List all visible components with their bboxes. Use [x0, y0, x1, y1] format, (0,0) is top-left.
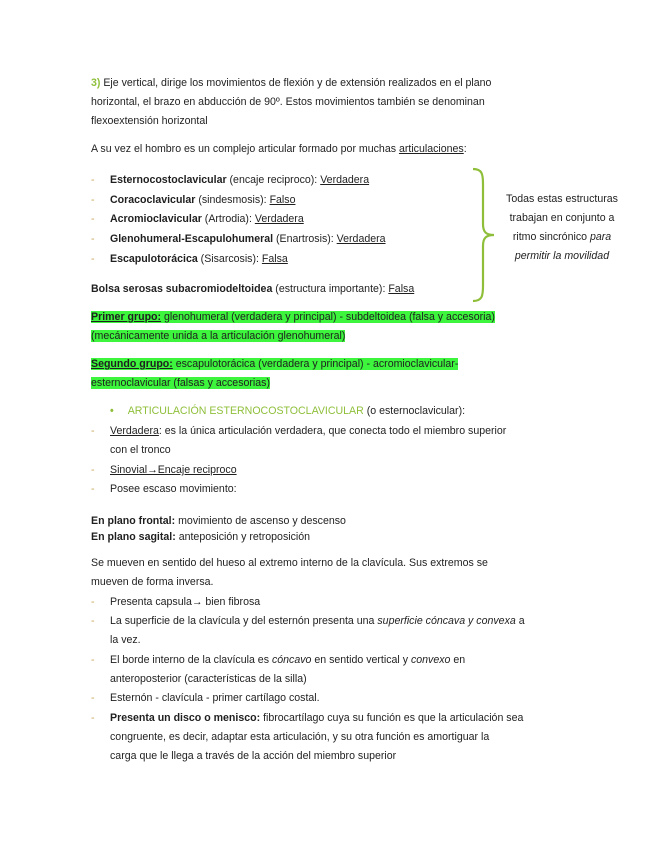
borde-post: en [450, 654, 466, 666]
segundo-text-2: esternoclavicular (falsas y accesorias) [91, 377, 270, 389]
joint-name: Escapulotorácica [110, 253, 198, 265]
joint-item [110, 173, 369, 187]
joint-item [110, 212, 304, 226]
esterno-item-cont: con el tronco [110, 444, 171, 456]
dash-icon: - [91, 483, 95, 495]
intro-text: Eje vertical, dirige los movimientos de flexión y de extensión realizados en el plano [100, 77, 492, 89]
plano-sagital [91, 530, 310, 544]
esterno-heading-text: ARTICULACIÓN ESTERNOCOSTOCLAVICULAR [127, 405, 364, 417]
feature-borde [110, 653, 465, 667]
esterno-item-sinovial: Sinovial→Encaje reciproco [110, 464, 237, 476]
feature-capsula: Presenta capsula→ bien fibrosa [110, 596, 261, 608]
superficie-post: a [515, 615, 525, 627]
joint-name: Coracoclavicular [110, 194, 196, 206]
joint-value: Falsa [261, 253, 288, 265]
bolsa-name: Bolsa serosas subacromiodeltoidea [91, 283, 273, 295]
feature-borde-cont: anteroposterior (características de la silla) [110, 673, 307, 685]
borde-it1: cóncavo [271, 654, 312, 666]
intro-line-2: horizontal, el brazo en abducción de 90º. Estos movimientos también se denominan [91, 96, 485, 108]
primer-line-1 [91, 310, 495, 324]
esterno-item-u: Verdadera [110, 425, 159, 437]
borde-it2: convexo [410, 654, 451, 666]
brace-note-line-1: Todas estas estructuras [506, 193, 618, 205]
joint-item [110, 232, 386, 246]
esterno-item-posee: Posee escaso movimiento: [110, 483, 237, 495]
joint-name: Glenohumeral-Escapulohumeral [110, 233, 274, 245]
disco-label: Presenta un disco o menisco: [110, 712, 261, 724]
dash-icon: - [91, 253, 95, 265]
esterno-heading [110, 404, 465, 418]
plano-frontal-text: movimiento de ascenso y descenso [175, 515, 346, 527]
segundo-line-2 [91, 376, 270, 390]
brace-note-3a: ritmo sincrónico [512, 231, 590, 243]
dash-icon: - [91, 425, 95, 437]
brace-note-line-2: trabajan en conjunto a [509, 212, 615, 224]
dash-icon: - [91, 233, 95, 245]
primer-label: Primer grupo: [91, 311, 162, 323]
feature-disco [110, 711, 523, 725]
complex-link: articulaciones [398, 143, 464, 155]
joint-value: Verdadera [336, 233, 386, 245]
joint-name: Esternocostoclavicular [110, 174, 227, 186]
intro-number: 3) [91, 77, 101, 89]
bolsa-line [91, 282, 414, 296]
esterno-item-verdadera [110, 424, 506, 438]
intro-line-3: flexoextensión horizontal [91, 115, 208, 127]
borde-mid: en sentido vertical y [311, 654, 411, 666]
primer-text: glenohumeral (verdadera y principal) - subdeltoidea (falsa y accesoria) [161, 311, 495, 323]
joint-name: Acromioclavicular [110, 213, 202, 225]
bullet-icon: • [110, 405, 114, 417]
joint-item [110, 193, 295, 207]
joint-desc: (Artrodia): [201, 213, 255, 225]
plano-sagital-text: anteposición y retroposición [175, 531, 311, 543]
esterno-item-rest: : es la única articulación verdadera, que conecta todo el miembro superior [158, 425, 507, 437]
dash-icon: - [91, 654, 95, 666]
brace-note-line-3 [496, 228, 628, 247]
dash-icon: - [91, 615, 95, 627]
borde-pre: El borde interno de la clavícula es [110, 654, 272, 666]
bolsa-value: Falsa [388, 283, 415, 295]
dash-icon: - [91, 194, 95, 206]
intro-line-1 [91, 76, 491, 90]
plano-frontal [91, 514, 346, 528]
feature-disco-cont-2: carga que le llega a través de la acción del miembro superior [110, 750, 397, 762]
superficie-it: superficie cóncava y convexa [377, 615, 516, 627]
primer-highlight [91, 311, 495, 323]
dash-icon: - [91, 692, 95, 704]
plano-frontal-label: En plano frontal: [91, 515, 176, 527]
complex-pre: A su vez el hombro es un complejo articular formado por muchas [91, 143, 399, 155]
joint-desc: (Sisarcosis): [197, 253, 262, 265]
dash-icon: - [91, 596, 95, 608]
joint-desc: (encaje reciproco): [226, 174, 321, 186]
brace-note-line-4: permitir la movilidad [514, 250, 610, 262]
bolsa-desc: (estructura importante): [272, 283, 389, 295]
dash-icon: - [91, 712, 95, 724]
joint-item [110, 252, 288, 266]
dash-icon: - [91, 464, 95, 476]
segundo-label: Segundo grupo: [91, 358, 173, 370]
disco-text: fibrocartílago cuya su función es que la articulación sea [260, 712, 524, 724]
feature-superficie [110, 614, 525, 628]
primer-text-2: (mecánicamente unida a la articulación glenohumeral) [91, 330, 346, 342]
complex-sentence [91, 142, 467, 156]
joint-desc: (Enartrosis): [273, 233, 337, 245]
esterno-heading-tail: (o esternoclavicular): [363, 405, 466, 417]
plano-sagital-label: En plano sagital: [91, 531, 176, 543]
feature-esternon: Esternón - clavícula - primer cartílago costal. [110, 692, 320, 704]
primer-line-2 [91, 329, 345, 343]
sentido-line-1: Se mueven en sentido del hueso al extremo interno de la clavícula. Sus extremos se [91, 557, 488, 569]
segundo-text: escapulotorácica (verdadera y principal) - acromioclavicular- [172, 358, 459, 370]
feature-disco-cont-1: congruente, es decir, adaptar esta articulación, y su otra función es amortiguar la [110, 731, 490, 743]
complex-post: : [463, 143, 467, 155]
sentido-line-2: mueven de forma inversa. [91, 576, 214, 588]
dash-icon: - [91, 213, 95, 225]
joint-value: Falso [269, 194, 296, 206]
dash-icon: - [91, 174, 95, 186]
joint-desc: (sindesmosis): [195, 194, 270, 206]
brace-note-3b: para [589, 231, 612, 243]
joint-value: Verdadera [320, 174, 370, 186]
joint-value: Verdadera [254, 213, 304, 225]
segundo-highlight [91, 358, 458, 370]
segundo-line-1 [91, 357, 458, 371]
superficie-pre: La superficie de la clavícula y del esternón presenta una [110, 615, 378, 627]
feature-superficie-cont: la vez. [110, 634, 141, 646]
